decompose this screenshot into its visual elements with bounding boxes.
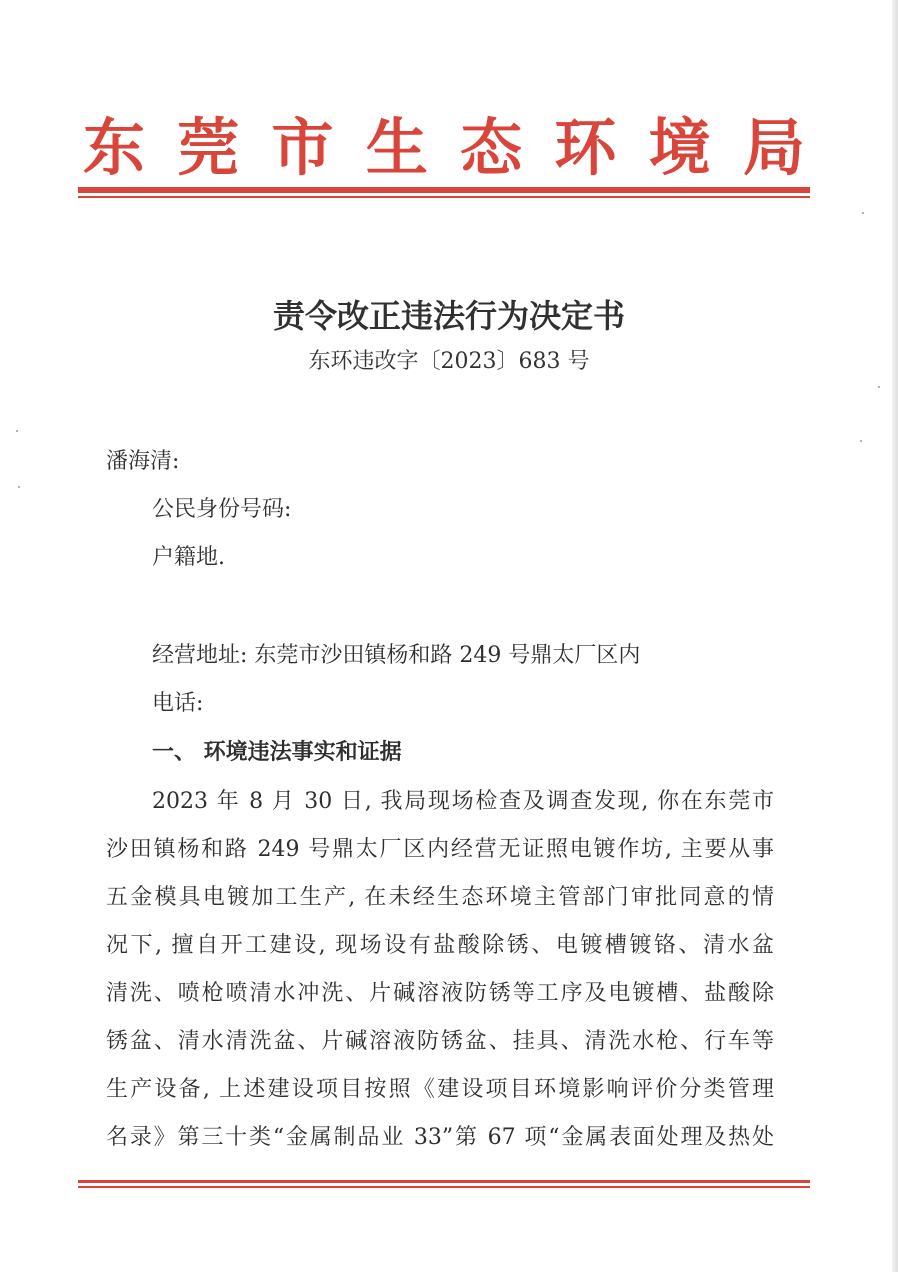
- section-heading: 一、 环境违法事实和证据: [152, 739, 402, 765]
- header-char: 东: [82, 111, 145, 184]
- body-text-line: 清洗、喷枪喷清水冲洗、片碱溶液防锈等工序及电镀槽、盐酸除: [106, 981, 774, 1006]
- header-char: 境: [648, 111, 711, 184]
- header-red-rule: [78, 187, 810, 193]
- document-title: 责令改正违法行为决定书: [272, 297, 625, 335]
- scan-speck: [16, 430, 18, 432]
- business-address: 经营地址: 东莞市沙田镇杨和路 249 号鼎太厂区内: [152, 643, 641, 668]
- scan-speck: [862, 212, 864, 214]
- issuing-authority-header: [78, 112, 810, 184]
- body-text-line: 况下, 擅自开工建设, 现场设有盐酸除锈、电镀槽镀铬、清水盆: [106, 933, 774, 958]
- footer-red-rule-thin: [78, 1186, 810, 1188]
- footer-red-rule: [78, 1180, 810, 1183]
- recipient-name: 潘海清:: [106, 449, 180, 474]
- body-text-line: 生产设备, 上述建设项目按照《建设项目环境影响评价分类管理: [106, 1077, 774, 1102]
- body-text-line: 名录》第三十类“金属制品业 33”第 67 项“金属表面处理及热处: [106, 1125, 774, 1150]
- header-char: 态: [460, 111, 523, 184]
- scan-edge: [892, 0, 898, 1272]
- header-char: 环: [554, 111, 617, 184]
- id-number-label: 公民身份号码:: [152, 497, 292, 522]
- domicile-label: 户籍地.: [152, 545, 225, 570]
- body-text-line: 沙田镇杨和路 249 号鼎太厂区内经营无证照电镀作坊, 主要从事: [106, 837, 774, 862]
- header-char: 市: [271, 111, 334, 184]
- document-number: 东环违改字〔2023〕683 号: [308, 349, 590, 374]
- header-char: 生: [365, 111, 428, 184]
- body-text-line: 锈盆、清水清洗盆、片碱溶液防锈盆、挂具、清洗水枪、行车等: [106, 1029, 774, 1054]
- body-text-line: 2023 年 8 月 30 日, 我局现场检查及调查发现, 你在东莞市: [152, 789, 774, 814]
- scan-speck: [878, 386, 880, 388]
- body-text-line: 五金模具电镀加工生产, 在未经生态环境主管部门审批同意的情: [106, 885, 774, 910]
- header-char: 莞: [177, 111, 240, 184]
- phone-label: 电话:: [152, 691, 204, 716]
- header-char: 局: [742, 111, 805, 184]
- header-red-rule-thin: [78, 196, 810, 198]
- scan-speck: [860, 440, 862, 442]
- scan-speck: [18, 486, 20, 488]
